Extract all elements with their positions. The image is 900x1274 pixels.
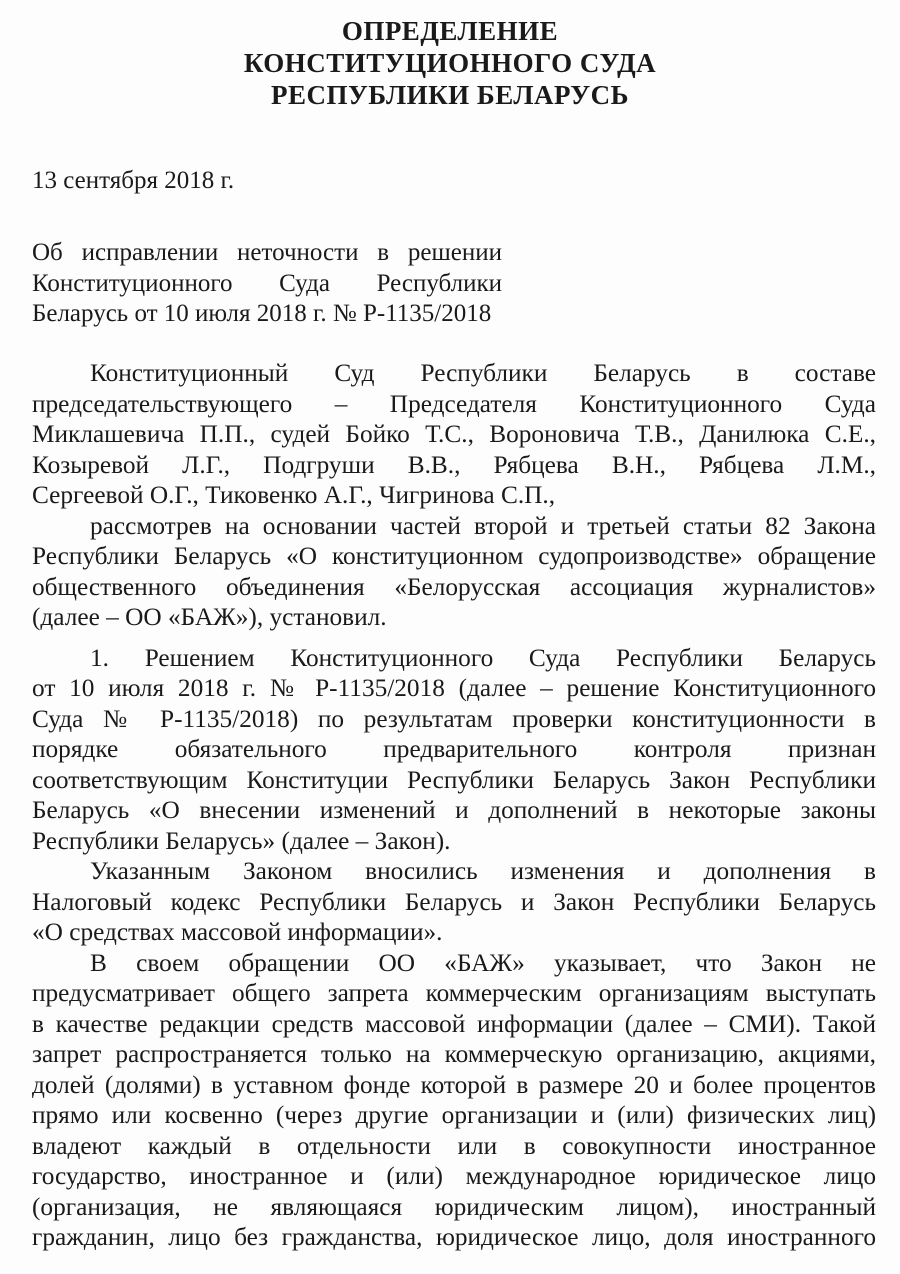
text-line: 1. Решением Конституционного Суда Республики Беларусь: [90, 643, 876, 672]
document-title-line-1: ОПРЕДЕЛЕНИЕ: [341, 16, 559, 46]
text-line: общественного объединения «Белорусская ассоциация журналистов»: [32, 572, 876, 601]
text-line: в качестве редакции средств массовой информации (далее – СМИ). Такой: [32, 1009, 876, 1038]
text-line: запрет распространяется только на коммерческую организацию, акциями,: [32, 1040, 876, 1068]
subject-line: Беларусь от 10 июля 2018 г. № Р-1135/2018: [32, 300, 492, 327]
subject-line: Конституционного Суда Республики: [32, 269, 502, 297]
text-line: государство, иностранное и (или) международное юридическое лицо: [32, 1162, 876, 1190]
text-line: гражданин, лицо без гражданства, юридическое лицо, доля иностранного: [32, 1223, 876, 1251]
text-line: от 10 июля 2018 г. № Р-1135/2018 (далее – решение Конституционного: [32, 674, 876, 702]
text-line: Беларусь «О внесении изменений и дополнений в некоторые законы: [32, 796, 876, 824]
text-line: (далее – ОО «БАЖ»), установил.: [32, 603, 387, 631]
text-line: Суда № Р-1135/2018) по результатам проверки конституционности в: [32, 704, 876, 733]
paragraph-considered: [32, 511, 876, 633]
text-line: Налоговый кодекс Республики Беларусь и Закон Республики Беларусь: [32, 887, 876, 916]
paragraph-gap: [32, 633, 876, 643]
document-title-line-2: КОНСТИТУЦИОННОГО СУДА: [243, 48, 657, 78]
text-line: Козыревой Л.Г., Подгруши В.В., Рябцева В.Н., Рябцева Л.М.,: [32, 450, 876, 479]
paragraph-court-composition: [32, 358, 876, 511]
text-line: (организация, не являющаяся юридическим лицом), иностранный: [32, 1192, 876, 1221]
paragraph-point-1: [32, 643, 876, 857]
text-line: Сергеевой О.Г., Тиковенко А.Г., Чигринова С.П.,: [32, 481, 556, 509]
text-line: рассмотрев на основании частей второй и третьей статьи 82 Закона: [90, 511, 876, 540]
text-line: соответствующим Конституции Республики Беларусь Закон Республики: [32, 765, 876, 794]
subject-line: Об исправлении неточности в решении: [32, 239, 502, 266]
text-line: долей (долями) в уставном фонде которой в размере 20 и более процентов: [32, 1070, 876, 1099]
text-line: предусматривает общего запрета коммерческим организациям выступать: [32, 979, 876, 1007]
text-line: В своем обращении ОО «БАЖ» указывает, что Закон не: [90, 948, 876, 977]
paragraph-appeal: [32, 948, 876, 1253]
text-line: прямо или косвенно (через другие организации и (или) физических лиц): [32, 1101, 876, 1129]
text-line: Конституционный Суд Республики Беларусь в составе: [90, 359, 876, 387]
text-line: владеют каждый в отдельности или в совокупности иностранное: [32, 1131, 876, 1160]
paragraph-amendments: [32, 856, 876, 948]
text-line: Миклашевича П.П., судей Бойко Т.С., Вороновича Т.В., Данилюка С.Е.,: [32, 420, 876, 448]
text-line: Указанным Законом вносились изменения и дополнения в: [90, 857, 876, 885]
document-subject: [32, 238, 502, 330]
text-line: председательствующего – Председателя Конституционного Суда: [32, 389, 876, 418]
text-line: Республики Беларусь «О конституционном судопроизводстве» обращение: [32, 542, 876, 570]
document-date: 13 сентября 2018 г.: [32, 167, 235, 194]
document-body: [32, 358, 876, 1253]
text-line: порядке обязательного предварительного контроля признан: [32, 735, 876, 763]
text-line: «О средствах массовой информации».: [32, 918, 443, 946]
document-title-line-3: РЕСПУБЛИКИ БЕЛАРУСЬ: [270, 80, 630, 110]
text-line: Республики Беларусь» (далее – Закон).: [32, 826, 451, 855]
